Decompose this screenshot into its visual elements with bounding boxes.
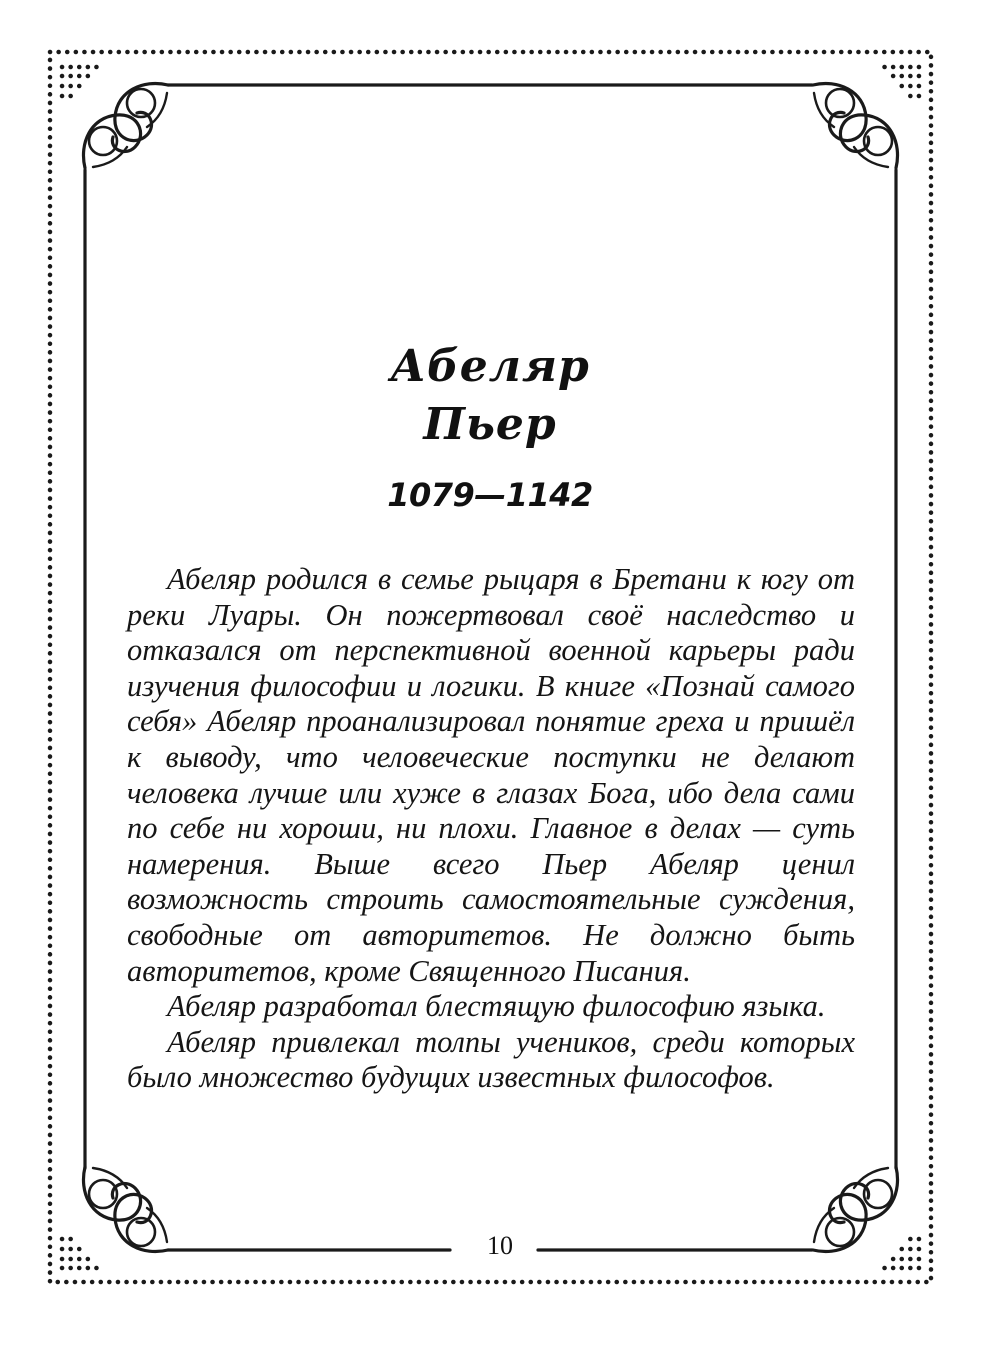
- paragraph: Абеляр родился в семье рыцаря в Бретани к югу от реки Луары. Он пожертвовал своё наследство и отказался от перспективной военной карьеры ради изучения философии и логики. В книге «Познай самого себя» Абеляр проанализировал понятие греха и пришёл к выводу, что человеческие поступки не делают человека лучше или хуже в глазах Бога, ибо дела сами по себе ни хороши, ни плохи. Главное в делах — суть намерения. Выше всего Пьер Абеляр ценил возможность строить самостоятельные суждения, свободные от авторитетов. Не должно быть авторитетов, кроме Священного Писания.: [127, 562, 855, 988]
- life-years: 1079—1142: [387, 476, 593, 514]
- title-given-name: Пьер: [423, 399, 557, 450]
- title-block: [160, 338, 820, 514]
- biography-text: [127, 562, 855, 1096]
- corner-scroll-top-left: [83, 83, 168, 168]
- title-surname: Абеляр: [390, 341, 590, 392]
- paragraph: Абеляр разработал блестящую философию языка.: [167, 989, 826, 1024]
- corner-scroll-top-right: [813, 83, 898, 168]
- paragraph: Абеляр привлекал толпы учеников, среди которых было множество будущих известных философов.: [127, 1024, 855, 1095]
- page-number: 10: [487, 1231, 513, 1260]
